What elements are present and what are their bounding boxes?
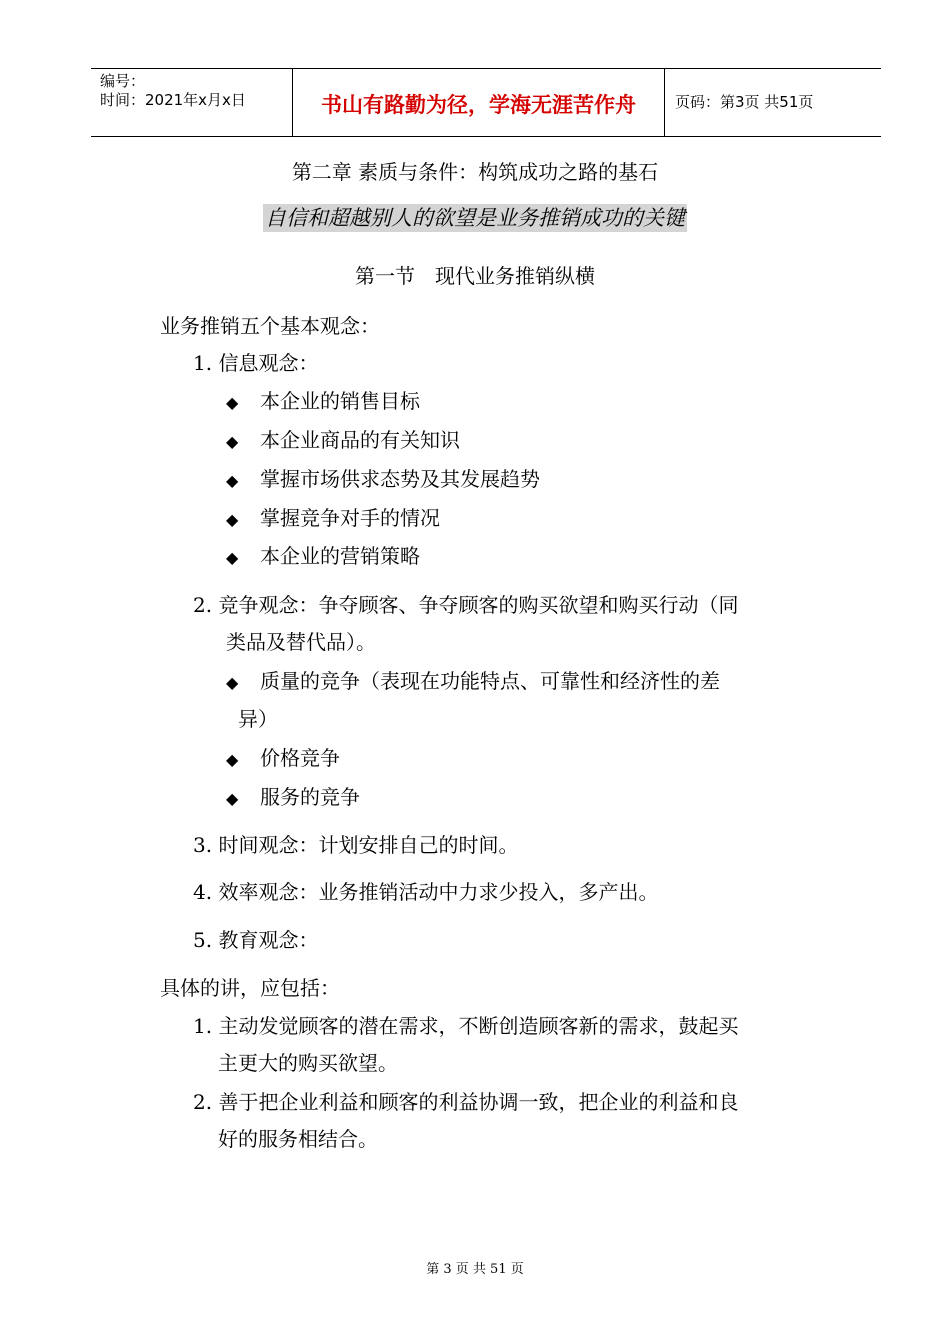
time-label: 时间：2021年x月x日 [100, 91, 246, 109]
sub-item-1: 1. 主动发觉顾客的潜在需求，不断创造顾客新的需求，鼓起买 [193, 1014, 739, 1038]
list-item-cont: 异） [238, 707, 278, 731]
intro-text: 业务推销五个基本观念： [160, 314, 380, 338]
header-motto-cell [293, 69, 665, 136]
diamond-bullet-icon: ◆ [226, 548, 239, 567]
specific-text: 具体的讲，应包括： [160, 976, 340, 1000]
diamond-bullet-icon: ◆ [226, 471, 239, 490]
list-item: ◆ 质量的竞争（表现在功能特点、可靠性和经济性的差 [226, 668, 720, 696]
header-info-cell [91, 69, 293, 136]
list-item-1: 1. 信息观念： [193, 351, 319, 375]
list-item-2-cont: 类品及替代品）。 [226, 630, 376, 654]
list-item: ◆ 本企业商品的有关知识 [226, 427, 460, 455]
subtitle: 自信和超越别人的欲望是业务推销成功的关键 [265, 206, 685, 230]
sub-item-2-cont: 好的服务相结合。 [218, 1127, 378, 1151]
list-item-2: 2. 竞争观念：争夺顾客、争夺顾客的购买欲望和购买行动（同 [193, 593, 739, 617]
sub-item-2: 2. 善于把企业利益和顾客的利益协调一致，把企业的利益和良 [193, 1090, 739, 1114]
diamond-bullet-icon: ◆ [226, 789, 239, 808]
diamond-bullet-icon: ◆ [226, 393, 239, 412]
diamond-bullet-icon: ◆ [226, 750, 239, 769]
list-item-3: 3. 时间观念：计划安排自己的时间。 [193, 833, 519, 857]
list-item: ◆ 掌握市场供求态势及其发展趋势 [226, 466, 540, 494]
diamond-bullet-icon: ◆ [226, 673, 239, 692]
motto: 书山有路勤为径，学海无涯苦作舟 [321, 93, 636, 117]
sub-item-1-cont: 主更大的购买欲望。 [218, 1051, 398, 1075]
diamond-bullet-icon: ◆ [226, 510, 239, 529]
list-item: ◆ 价格竞争 [226, 745, 340, 773]
page-footer: 第 3 页 共 51 页 [426, 1262, 524, 1277]
list-item: ◆ 服务的竞争 [226, 784, 360, 812]
list-item-5: 5. 教育观念： [193, 928, 319, 952]
list-item-4: 4. 效率观念：业务推销活动中力求少投入，多产出。 [193, 880, 659, 904]
list-item: ◆ 本企业的销售目标 [226, 388, 420, 416]
diamond-bullet-icon: ◆ [226, 432, 239, 451]
page-label: 页码：第3页 共51页 [675, 93, 814, 111]
header-page-cell [665, 69, 881, 136]
serial-label: 编号： [100, 72, 146, 90]
chapter-title: 第二章 素质与条件：构筑成功之路的基石 [291, 160, 659, 184]
header-table [91, 68, 881, 137]
list-item: ◆ 本企业的营销策略 [226, 543, 420, 571]
list-item: ◆ 掌握竞争对手的情况 [226, 505, 440, 533]
section-title: 第一节 现代业务推销纵横 [355, 264, 595, 288]
